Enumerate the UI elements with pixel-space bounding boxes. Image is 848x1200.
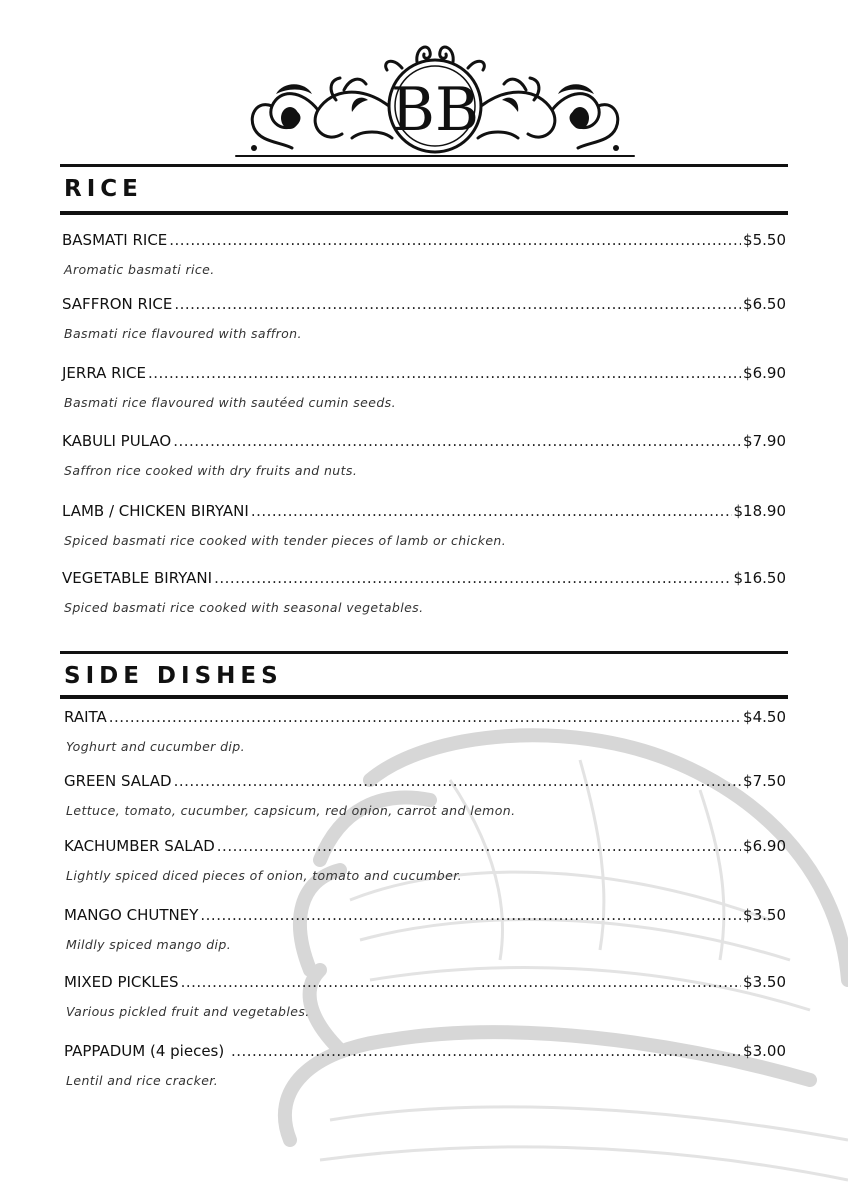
item-description: Spiced basmati rice cooked with tender pieces of lamb or chicken.: [64, 533, 507, 548]
item-name: RAITA: [64, 708, 107, 726]
item-description: Yoghurt and cucumber dip.: [66, 739, 246, 754]
menu-item: [62, 502, 786, 562]
menu-item: [62, 295, 786, 355]
item-description: Lightly spiced diced pieces of onion, tomato and cucumber.: [66, 868, 462, 883]
item-description: Various pickled fruit and vegetables.: [66, 1004, 310, 1019]
menu-item: [62, 432, 786, 492]
menu-item: [62, 364, 786, 424]
item-price: $3.50: [743, 906, 786, 924]
item-price: $16.50: [733, 569, 786, 587]
menu-item-row: [62, 364, 786, 382]
item-name: PAPPADUM: [64, 1042, 146, 1060]
item-price: $7.90: [743, 432, 786, 450]
item-description: Saffron rice cooked with dry fruits and nuts.: [64, 463, 358, 478]
menu-item-row: [62, 502, 786, 520]
menu-item: [64, 837, 786, 897]
item-price: $5.50: [743, 231, 786, 249]
menu-item: [64, 708, 786, 768]
dot-leader: [174, 772, 741, 790]
dot-leader: [169, 231, 741, 249]
menu-item-row: [64, 837, 786, 855]
dot-leader: [200, 906, 741, 924]
menu-item: [62, 569, 786, 629]
menu-item: [64, 772, 786, 832]
item-price: $6.50: [743, 295, 786, 313]
menu-item-row: [64, 1042, 786, 1060]
item-name: GREEN SALAD: [64, 772, 172, 790]
item-price: $3.50: [743, 973, 786, 991]
dot-leader: [148, 364, 741, 382]
item-name: KABULI PULAO: [62, 432, 172, 450]
item-name: MIXED PICKLES: [64, 973, 179, 991]
menu-item: [64, 1042, 786, 1102]
dot-leader: [174, 295, 741, 313]
menu-item-row: [64, 973, 786, 991]
dot-leader: [173, 432, 741, 450]
menu-item: [64, 973, 786, 1033]
section-title-rice: RICE: [64, 176, 143, 202]
item-price: $6.90: [743, 364, 786, 382]
item-description: Aromatic basmati rice.: [64, 262, 215, 277]
item-description: Lettuce, tomato, cucumber, capsicum, red onion, carrot and lemon.: [66, 803, 516, 818]
item-price: $3.00: [743, 1042, 786, 1060]
dot-leader: [109, 708, 741, 726]
menu-item-row: [62, 432, 786, 450]
item-name: LAMB / CHICKEN BIRYANI: [62, 502, 249, 520]
item-note: (4 pieces): [145, 1042, 229, 1060]
menu-item-row: [62, 231, 786, 249]
item-name: JERRA RICE: [62, 364, 146, 382]
item-description: Basmati rice flavoured with sautéed cumin seeds.: [64, 395, 396, 410]
item-price: $7.50: [743, 772, 786, 790]
item-description: Spiced basmati rice cooked with seasonal vegetables.: [64, 600, 424, 615]
item-description: Lentil and rice cracker.: [66, 1073, 219, 1088]
logo-monogram: BB: [390, 75, 480, 145]
menu-item-row: [64, 906, 786, 924]
section-title-side-dishes: SIDE DISHES: [64, 663, 283, 689]
menu-item: [64, 906, 786, 966]
item-name: VEGETABLE BIRYANI: [62, 569, 213, 587]
dot-leader: [251, 502, 732, 520]
item-price: $6.90: [743, 837, 786, 855]
item-name: BASMATI RICE: [62, 231, 168, 249]
item-name: MANGO CHUTNEY: [64, 906, 199, 924]
item-description: Mildly spiced mango dip.: [66, 937, 232, 952]
item-name: SAFFRON RICE: [62, 295, 173, 313]
dot-leader: [181, 973, 741, 991]
dot-leader: [217, 837, 741, 855]
item-name: KACHUMBER SALAD: [64, 837, 215, 855]
dot-leader: [231, 1042, 741, 1060]
menu-item-row: [62, 569, 786, 587]
menu-item-row: [64, 772, 786, 790]
menu-item-row: [64, 708, 786, 726]
dot-leader: [214, 569, 731, 587]
menu-item: [62, 231, 786, 291]
item-price: $18.90: [733, 502, 786, 520]
menu-item-row: [62, 295, 786, 313]
item-price: $4.50: [743, 708, 786, 726]
item-description: Basmati rice flavoured with saffron.: [64, 326, 302, 341]
